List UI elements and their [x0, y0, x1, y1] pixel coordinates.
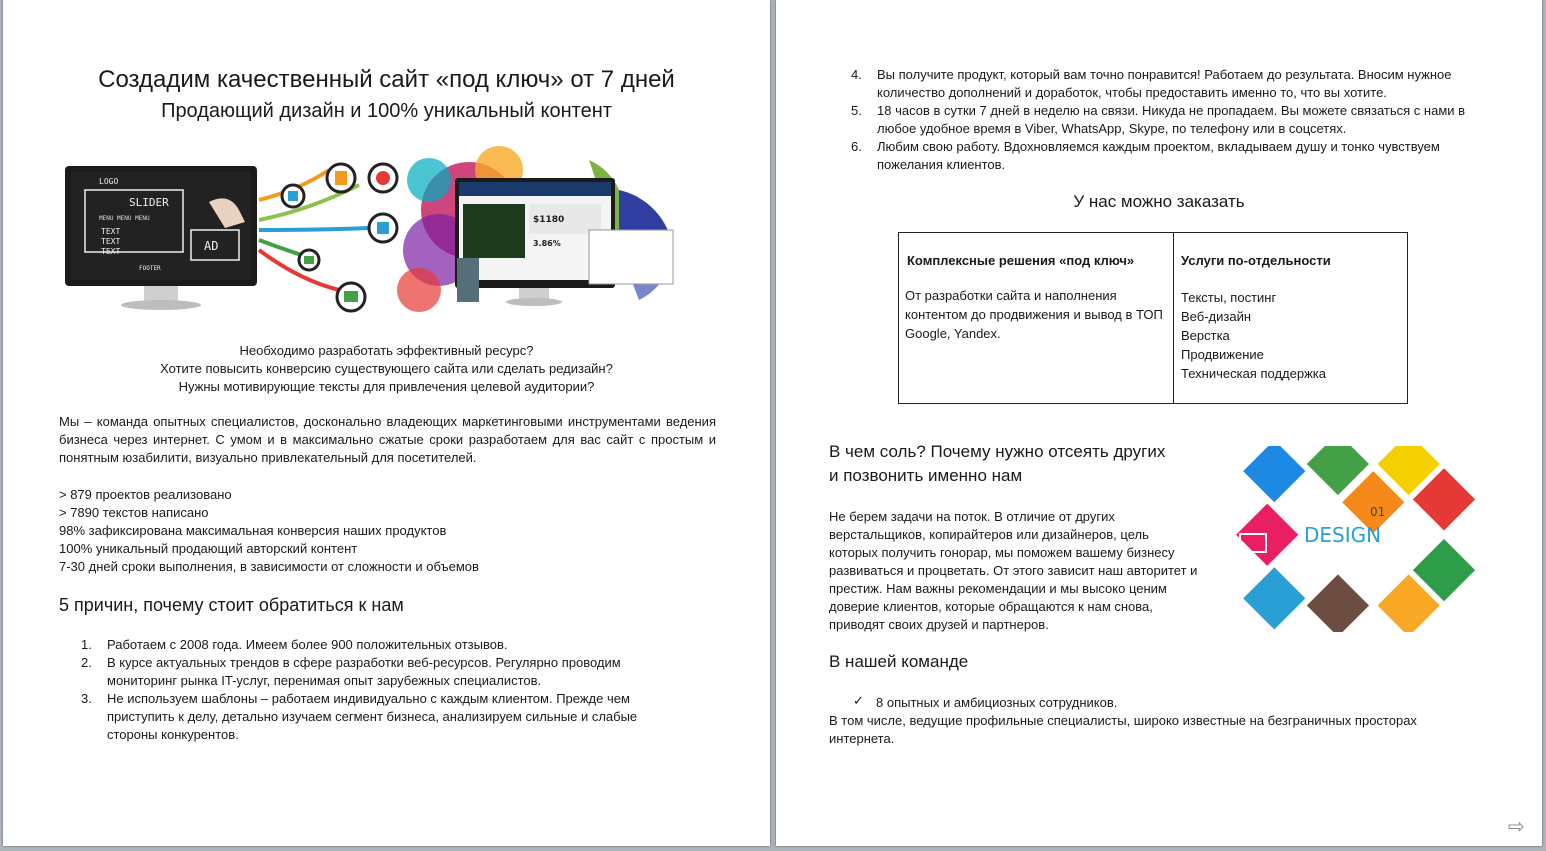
- order-table: [898, 232, 1408, 404]
- list-number: 1.: [81, 637, 92, 652]
- order-col2-list: [1181, 288, 1401, 383]
- team-heading: В нашей команде: [829, 652, 969, 671]
- list-item: [851, 102, 1489, 138]
- list-text: Любим свою работу. Вдохновляемся каждым проектом, вкладываем душу и тонко чувствуем пожелания клиентов.: [877, 139, 1440, 172]
- lock-icon: [1288, 497, 1306, 515]
- list-text: Вы получите продукт, который вам точно понравится! Работаем до результата. Вносим нужное количество дополнений и доработок, чтобы предоставить именно то, что вы хотите.: [877, 67, 1452, 100]
- list-number: 2.: [81, 655, 92, 670]
- order-col1-head: Комплексные решения «под ключ»: [907, 253, 1135, 268]
- why-heading-line-2: и позвонить именно нам: [829, 466, 1023, 485]
- hero-ad-text: AD: [204, 239, 219, 253]
- chat-icon: [1288, 560, 1308, 580]
- list-item: [851, 66, 1487, 102]
- hero-slider-text: SLIDER: [129, 196, 169, 209]
- why-paragraph: Не берем задачи на поток. В отличие от других верстальщиков, копирайтеров или дизайнеров, цель которых получить гонорар, мы поможем вашему бизнесу развиваться и процветать. От этого зависит наш авторитет и престиж. Нам важны рекомендации и мы высоко ценим доверие клиентов, которые обращаются к нам снова, приводят своих друзей и партнеров.: [829, 509, 1198, 632]
- team-item: 8 опытных и амбициозных сотрудников.: [876, 695, 1118, 710]
- order-cell-separate: [1174, 233, 1408, 404]
- list-text: Работаем с 2008 года. Имеем более 900 положительных отзывов.: [107, 637, 508, 652]
- service-item: Техническая поддержка: [1181, 366, 1326, 381]
- order-col2-head: Услуги по-отдельности: [1181, 253, 1331, 268]
- question-2: Хотите повысить конверсию существующего сайта или сделать редизайн?: [160, 361, 613, 376]
- stat-line: 7-30 дней сроки выполнения, в зависимости от сложности и объемов: [59, 559, 479, 574]
- intro-paragraph: Мы – команда опытных специалистов, досконально владеющих маркетинговыми инструментами ведения бизнеса через интернет. С умом и в максимально сжатые сроки разработаем для вас сайт с простым и понятным юзабилити, визуально привлекательный для посетителей.: [59, 414, 716, 465]
- order-cell-complex: [899, 233, 1174, 404]
- order-heading: У нас можно заказать: [1073, 192, 1245, 211]
- design-graphic: [1212, 446, 1478, 632]
- service-item: Верстка: [1181, 328, 1230, 343]
- design-code: 01: [1370, 505, 1386, 519]
- stat-line: 98% зафиксирована максимальная конверсия наших продуктов: [59, 523, 447, 538]
- next-page-arrow-icon[interactable]: ⇨: [1508, 816, 1525, 838]
- list-number: 3.: [81, 691, 92, 706]
- why-heading-line-1: В чем соль? Почему нужно отсеять других: [829, 442, 1166, 461]
- question-3: Нужны мотивирующие тексты для привлечения целевой аудитории?: [178, 379, 595, 394]
- stat-line: > 879 проектов реализовано: [59, 487, 232, 502]
- hero-menu-text: MENU MENU MENU: [99, 215, 150, 222]
- service-item: Тексты, постинг: [1181, 290, 1277, 305]
- hero-text-line: TEXT: [101, 247, 121, 256]
- document-page-2: [776, 0, 1542, 846]
- hero-percent: 3.86%: [533, 239, 561, 248]
- list-number: 4.: [851, 67, 862, 82]
- question-1: Необходимо разработать эффективный ресурс?: [239, 343, 534, 358]
- list-text: Не используем шаблоны – работаем индивидуально с каждым клиентом. Прежде чем приступить к делу, детально изучаем сегмент бизнеса, анализируем сильные и слабые стороны конкурентов.: [107, 691, 638, 742]
- icon-bubbles: [282, 164, 397, 311]
- order-col1-body: От разработки сайта и наполнения контентом до продвижения и вывод в ТОП Google, Yandex.: [905, 288, 1163, 341]
- list-text: В курсе актуальных трендов в сфере разработки веб-ресурсов. Регулярно проводим мониторинг рынка IT-услуг, перенимая опыт зарубежных специалистов.: [107, 655, 621, 688]
- team-paragraph: В том числе, ведущие профильные специалисты, широко известные на безграничных просторах интернета.: [829, 713, 1417, 746]
- list-item: [81, 636, 667, 654]
- list-item: [81, 654, 667, 690]
- check-icon: ✓: [853, 693, 864, 708]
- hero-logo-text: LOGO: [99, 177, 119, 186]
- design-word: DESIGN: [1304, 523, 1382, 547]
- monitor-graphic: [65, 166, 257, 310]
- list-item: [851, 138, 1489, 174]
- hero-price: $1180: [533, 215, 565, 225]
- document-page-1: [3, 0, 770, 846]
- list-number: 5.: [851, 103, 862, 118]
- stat-line: > 7890 текстов написано: [59, 505, 209, 520]
- page-subtitle: Продающий дизайн и 100% уникальный контент: [161, 100, 612, 122]
- list-number: 6.: [851, 139, 862, 154]
- stat-line: 100% уникальный продающий авторский контент: [59, 541, 358, 556]
- hero-footer-text: FOOTER: [139, 265, 161, 272]
- hero-text-line: TEXT: [101, 237, 121, 246]
- hero-text-line: TEXT: [101, 227, 121, 236]
- service-item: Веб-дизайн: [1181, 309, 1252, 324]
- hero-illustration: [59, 140, 689, 320]
- list-item: [81, 690, 673, 744]
- page-title: Создадим качественный сайт «под ключ» от 7 дней: [98, 66, 675, 93]
- service-item: Продвижение: [1181, 347, 1264, 362]
- list-text: 18 часов в сутки 7 дней в неделю на связи. Никуда не пропадаем. Вы можете связаться с нами в любое удобное время в Viber, WhatsApp, Skype, по телефону или в соцсетях.: [877, 103, 1466, 136]
- reasons-heading: 5 причин, почему стоит обратиться к нам: [59, 595, 404, 615]
